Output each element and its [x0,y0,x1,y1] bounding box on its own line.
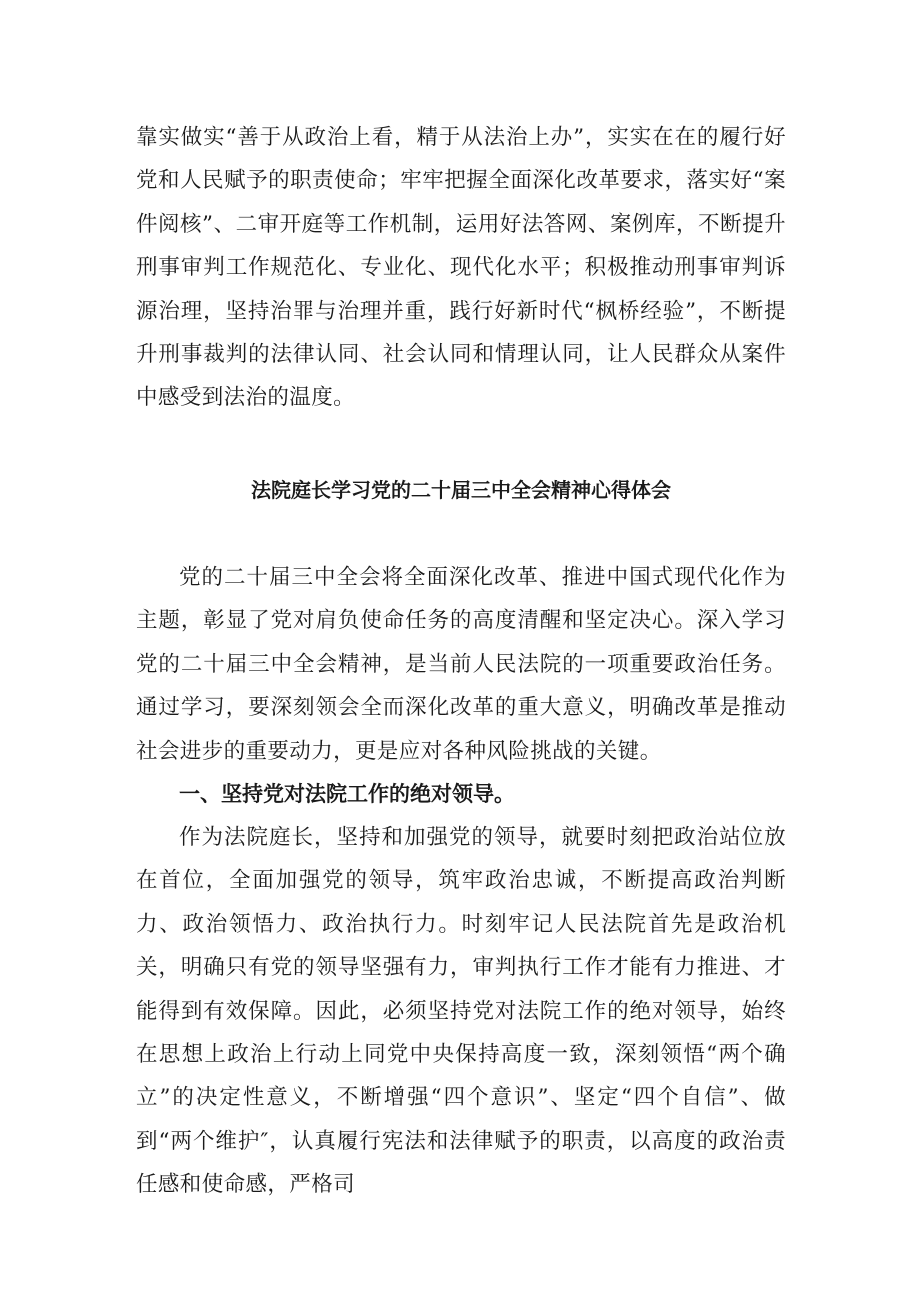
section-heading: 一、坚持党对法院工作的绝对领导。 [179,782,515,806]
opening-paragraph: 党的二十届三中全会将全面深化改革、推进中国式现代化作为主题，彰显了党对肩负使命任务的高度清醒和坚定决心。深入学习党的二十届三中全会精神，是当前人民法院的一项重要政治任务。通过学习，要深刻领会全而深化改革的重大意义，明确改革是推动社会进步的重要动力，更是应对各种风险挑战的关键。 [136,565,786,764]
document-title: 法院庭长学习党的二十届三中全会精神心得体会 [251,478,671,502]
intro-paragraph: 靠实做实“善于从政治上看，精于从法治上办”，实实在在的履行好党和人民赋予的职责使命；牢牢把握全面深化改革要求，落实好“案件阅核”、二审开庭等工作机制，运用好法答网、案例库，不断提升刑事审判工作规范化、专业化、现代化水平；积极推动刑事审判诉源治理，坚持治罪与治理并重，践行好新时代“枫桥经验”，不断提升刑事裁判的法律认同、社会认同和情理认同，让人民群众从案件中感受到法治的温度。 [136,125,786,411]
section-paragraph: 作为法院庭长，坚持和加强党的领导，就要时刻把政治站位放在首位，全面加强党的领导，筑牢政治忠诚，不断提高政治判断力、政治领悟力、政治执行力。时刻牢记人民法院首先是政治机关，明确只有党的领导坚强有力，审判执行工作才能有力推进、才能得到有效保障。因此，必须坚持党对法院工作的绝对领导，始终在思想上政治上行动上同党中央保持高度一致，深刻领悟“两个确立”的决定性意义，不断增强“四个意识”、坚定“四个自信”、做到“两个维护″，认真履行宪法和法律赋予的职责，以高度的政治责任感和使命感，严格司 [136,825,786,1198]
